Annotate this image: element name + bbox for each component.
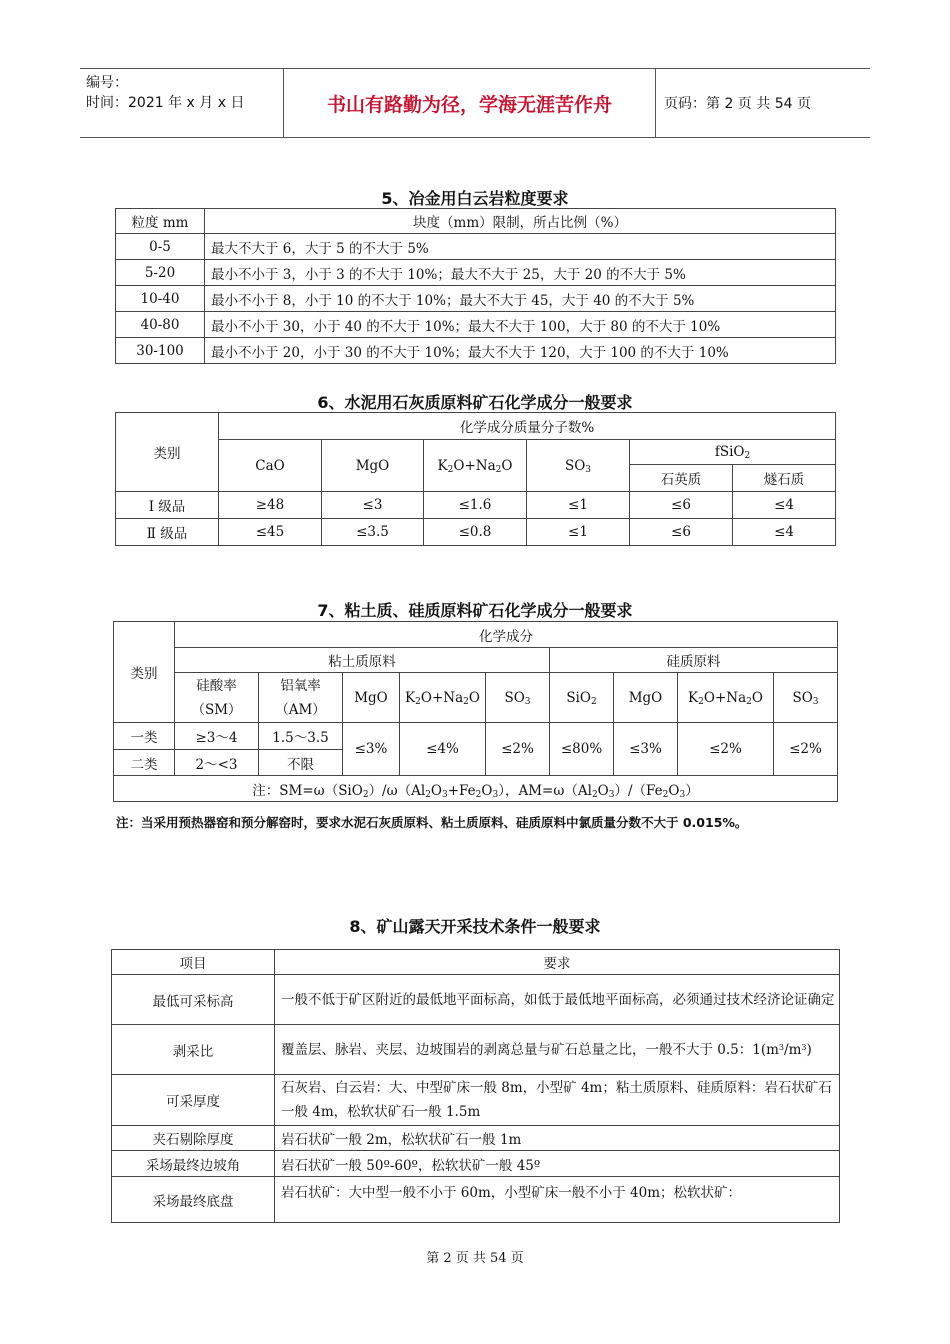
- item-cell: 采场最终底盘: [112, 1177, 275, 1223]
- table-row: [116, 492, 836, 519]
- col-header-si-k2o: $K_2O+Na_2O$: [678, 673, 774, 723]
- col-header-limit: 块度（mm）限制，所占比例（%）: [205, 209, 836, 234]
- table-row: [114, 723, 838, 750]
- section6-title: 6、水泥用石灰质原料矿石化学成分一般要求: [317, 393, 633, 412]
- doc-number-label: 编号：: [86, 75, 128, 91]
- value-cell: ≤1: [527, 519, 630, 546]
- size-cell: 40-80: [116, 312, 205, 338]
- col-header-so3: $SO_3$: [486, 673, 550, 723]
- sm-cell: 2～<3: [175, 750, 259, 776]
- formula-note-cell: 注：$SM=\omega(SiO_2)/\omega(Al_2O_3+Fe_2O_3)$，$AM=\omega(Al_2O_3)/(Fe_2O_3)$: [114, 776, 838, 802]
- composition-group-header: 化学成分: [175, 622, 838, 648]
- section5-table: [115, 208, 836, 364]
- item-cell: 最低可采标高: [112, 975, 275, 1025]
- col-header-mgo: MgO: [322, 440, 424, 492]
- value-cell: ≤3: [322, 492, 424, 519]
- value-cell: ≤45: [219, 519, 322, 546]
- table-row: [112, 975, 840, 1025]
- size-cell: 5-20: [116, 260, 205, 286]
- col-header-k2o: $K_2O+Na_2O$: [400, 673, 486, 723]
- table-row: [116, 338, 836, 364]
- grade-cell: Ⅱ 级品: [116, 519, 219, 546]
- value-cell: ≤0.8: [424, 519, 527, 546]
- col-header-sm: 硅酸率 （SM）: [175, 673, 259, 723]
- value-cell: ≤1.6: [424, 492, 527, 519]
- header-meta: [80, 69, 283, 137]
- class-cell: 一类: [114, 723, 175, 750]
- section5-title: 5、冶金用白云岩粒度要求: [381, 189, 569, 208]
- req-cell: 覆盖层、脉岩、夹层、边坡围岩的剥离总量与矿石总量之比，一般不大于 0.5：$1(m^3/m^3)$: [275, 1025, 840, 1075]
- value-cell: ≤6: [630, 519, 733, 546]
- section7-title: 7、粘土质、硅质原料矿石化学成分一般要求: [317, 601, 633, 620]
- col-header-si-so3: $SO_3$: [774, 673, 838, 723]
- header-motto: 书山有路勤为径，学海无涯苦作舟: [283, 69, 656, 137]
- class-cell: 二类: [114, 750, 175, 776]
- size-cell: 0-5: [116, 234, 205, 260]
- col-header-sio2: SiO$_2$: [550, 673, 614, 723]
- value-cell: ≤3%: [614, 723, 678, 776]
- req-cell: 石灰岩、白云岩：大、中型矿床一般 8m，小型矿 4m；粘土质原料、硅质原料：岩石状矿石一般 4m，松软状矿石一般 1.5m: [275, 1075, 840, 1126]
- header-page-info: 页码：第 2 页 共 54 页: [664, 96, 811, 112]
- col-header-req: 要求: [275, 950, 840, 975]
- siliceous-group-header: 硅质原料: [550, 648, 838, 673]
- col-header-si-mgo: MgO: [614, 673, 678, 723]
- item-cell: 剥采比: [112, 1025, 275, 1075]
- value-cell: ≤2%: [486, 723, 550, 776]
- table-row: [116, 260, 836, 286]
- sm-cell: ≥3～4: [175, 723, 259, 750]
- am-cell: 1.5～3.5: [259, 723, 343, 750]
- section8-title: 8、矿山露天开采技术条件一般要求: [349, 917, 601, 936]
- value-cell: ≤3%: [343, 723, 400, 776]
- value-cell: ≥48: [219, 492, 322, 519]
- value-cell: ≤2%: [774, 723, 838, 776]
- section8-table: [111, 949, 840, 1223]
- table-row: [112, 1126, 840, 1151]
- table-row: [112, 1075, 840, 1126]
- table-row: [112, 1025, 840, 1075]
- col-header-fsio2: fSiO$_2$: [630, 440, 836, 465]
- col-header-am: 铝氧率 （AM）: [259, 673, 343, 723]
- table-row: [112, 1151, 840, 1177]
- size-cell: 30-100: [116, 338, 205, 364]
- col-header-k2o: $K_2O+Na_2O$: [424, 440, 527, 492]
- value-cell: ≤6: [630, 492, 733, 519]
- doc-date-label: 时间：2021 年 x 月 x 日: [86, 95, 245, 111]
- grade-cell: Ⅰ 级品: [116, 492, 219, 519]
- value-cell: ≤3.5: [322, 519, 424, 546]
- value-cell: ≤1: [527, 492, 630, 519]
- col-header-item: 项目: [112, 950, 275, 975]
- col-header-flint: 燧石质: [733, 465, 836, 492]
- table-row: [116, 234, 836, 260]
- value-cell: ≤4%: [400, 723, 486, 776]
- req-cell: 岩石状矿一般 2m，松软状矿石一般 1m: [275, 1126, 840, 1151]
- category-header: 类别: [114, 622, 175, 723]
- col-header-mgo: MgO: [343, 673, 400, 723]
- item-cell: 可采厚度: [112, 1075, 275, 1126]
- col-header-quartz: 石英质: [630, 465, 733, 492]
- page-footer: 第 2 页 共 54 页: [426, 1251, 524, 1266]
- section7-table: [113, 621, 838, 802]
- limit-cell: 最小不小于 8，小于 10 的不大于 10%；最大不大于 45，大于 40 的不大于 5%: [205, 286, 836, 312]
- item-cell: 采场最终边坡角: [112, 1151, 275, 1177]
- size-cell: 10-40: [116, 286, 205, 312]
- limit-cell: 最小不小于 20，小于 30 的不大于 10%；最大不大于 120，大于 100 的不大于 10%: [205, 338, 836, 364]
- composition-group-header: 化学成分质量分子数%: [219, 413, 836, 440]
- table-row: [116, 286, 836, 312]
- category-header: 类别: [116, 413, 219, 492]
- table-row: [116, 519, 836, 546]
- limit-cell: 最小不小于 30，小于 40 的不大于 10%；最大不大于 100，大于 80 的不大于 10%: [205, 312, 836, 338]
- req-cell: 岩石状矿：大中型一般不小于 60m，小型矿床一般不小于 40m；松软状矿：: [275, 1177, 840, 1223]
- value-cell: ≤2%: [678, 723, 774, 776]
- clay-group-header: 粘土质原料: [175, 648, 550, 673]
- req-cell: 一般不低于矿区附近的最低地平面标高，如低于最低地平面标高，必须通过技术经济论证确定: [275, 975, 840, 1025]
- item-cell: 夹石剔除厚度: [112, 1126, 275, 1151]
- value-cell: ≤80%: [550, 723, 614, 776]
- value-cell: ≤4: [733, 519, 836, 546]
- col-header-size: 粒度 mm: [116, 209, 205, 234]
- table-row: [114, 776, 838, 802]
- limit-cell: 最小不小于 3，小于 3 的不大于 10%；最大不大于 25，大于 20 的不大于 5%: [205, 260, 836, 286]
- value-cell: ≤4: [733, 492, 836, 519]
- table-row: [112, 1177, 840, 1223]
- req-cell: 岩石状矿一般 50º-60º，松软状矿一般 45º: [275, 1151, 840, 1177]
- table-header-row: [116, 209, 836, 234]
- limit-cell: 最大不大于 6，大于 5 的不大于 5%: [205, 234, 836, 260]
- table-row: [116, 312, 836, 338]
- table-header-row: [112, 950, 840, 975]
- section6-table: [115, 412, 836, 546]
- page-header: [80, 68, 870, 138]
- col-header-cao: CaO: [219, 440, 322, 492]
- chlorine-note: 注：当采用预热器窑和预分解窑时，要求水泥石灰质原料、粘土质原料、硅质原料中氯质量分数不大于 0.015%。: [116, 815, 748, 830]
- col-header-so3: $SO_3$: [527, 440, 630, 492]
- am-cell: 不限: [259, 750, 343, 776]
